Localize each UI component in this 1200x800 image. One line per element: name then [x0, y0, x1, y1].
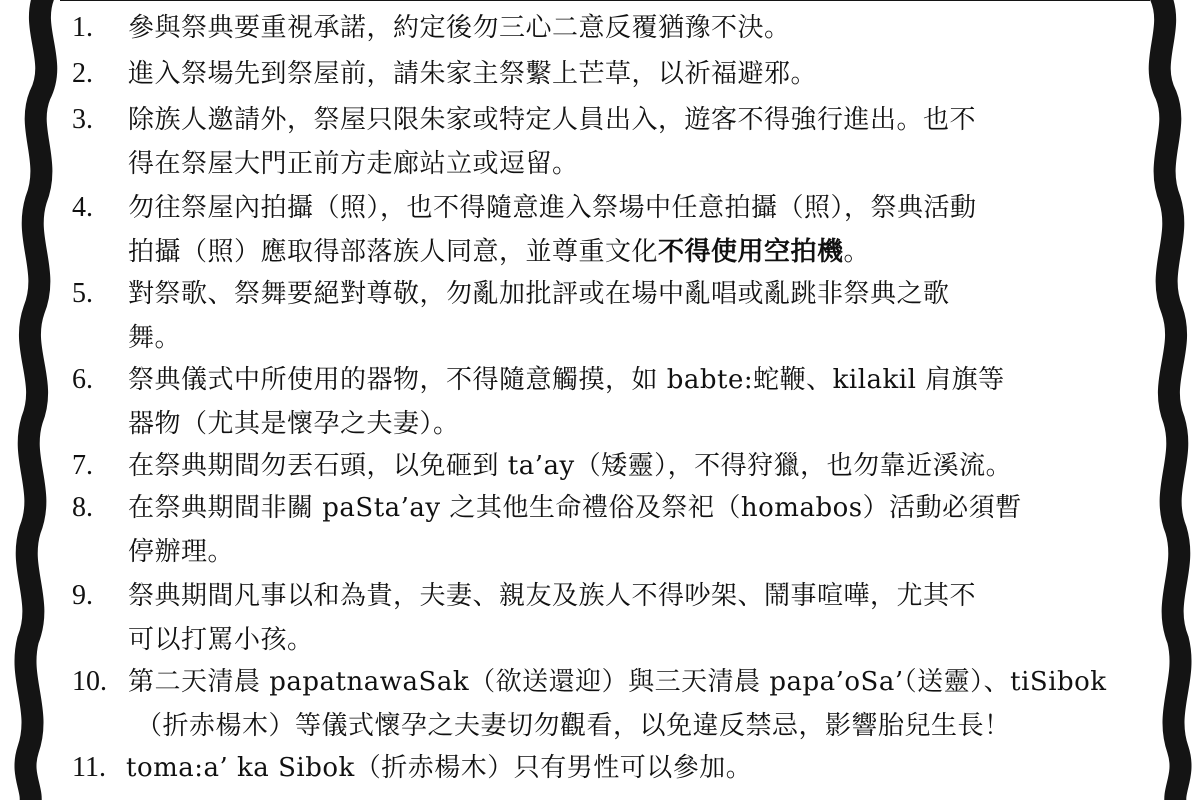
- rule-text: 在祭典期間勿丟石頭，以免砸到 ta’ay（矮靈），不得狩獵，也勿靠近溪流。: [128, 451, 1013, 481]
- rule-text-continued: 舞。: [128, 323, 182, 353]
- rule-text: 祭典期間凡事以和為貴，夫妻、親友及族人不得吵架、鬧事喧嘩，尤其不: [128, 581, 977, 611]
- rule-text: 祭典儀式中所使用的器物，不得隨意觸摸，如 babte:蛇鞭、kilakil 肩旗等: [128, 365, 1005, 395]
- rule-text-continued: 停辦理。: [128, 537, 235, 567]
- rule-text-continued: （折赤楊木）等儀式懷孕之夫妻切勿觀看，以免違反禁忌，影響胎兒生長！: [136, 711, 1011, 741]
- rule-text-continued: 得在祭屋大門正前方走廊站立或逗留。: [128, 149, 579, 179]
- rule-number: 7.: [72, 450, 93, 481]
- rule-number: 10.: [72, 666, 107, 697]
- rule-text: toma:a’ ka Sibok（折赤楊木）只有男性可以參加。: [126, 753, 753, 783]
- rule-number: 9.: [72, 580, 93, 611]
- rule-text: 第二天清晨 papatnawaSak（欲送還迎）與三天清晨 papa’oSa’（送靈）、tiSibok: [128, 667, 1107, 697]
- rule-text-normal: 拍攝（照）應取得部落族人同意，並尊重文化: [128, 237, 659, 267]
- rule-number: 4.: [72, 192, 93, 223]
- rule-number: 6.: [72, 364, 93, 395]
- rule-text: 對祭歌、祭舞要絕對尊敬，勿亂加批評或在場中亂唱或亂跳非祭典之歌: [128, 279, 950, 309]
- rule-text: 在祭典期間非關 paSta’ay 之其他生命禮俗及祭祀（homabos）活動必須暫: [128, 493, 1022, 523]
- rule-number: 11.: [72, 752, 106, 783]
- rule-text: 除族人邀請外，祭屋只限朱家或特定人員出入，遊客不得強行進出。也不: [128, 105, 977, 135]
- rule-text-continued: [128, 230, 870, 274]
- rule-number: 2.: [72, 58, 93, 89]
- rule-text: 勿往祭屋內拍攝（照），也不得隨意進入祭場中任意拍攝（照），祭典活動: [128, 193, 977, 223]
- rule-text-continued: 可以打罵小孩。: [128, 625, 314, 655]
- rule-number: 5.: [72, 278, 93, 309]
- rule-number: 1.: [72, 12, 93, 43]
- rule-text: 參與祭典要重視承諾，約定後勿三心二意反覆猶豫不決。: [128, 13, 791, 43]
- rule-text-continued: 器物（尤其是懷孕之夫妻）。: [128, 409, 460, 439]
- rule-text: 進入祭場先到祭屋前，請朱家主祭繫上芒草，以祈福避邪。: [128, 59, 818, 89]
- rule-number: 8.: [72, 492, 93, 523]
- rule-text-emphasis: 不得使用空拍機: [658, 237, 844, 267]
- rule-text-end: 。: [843, 237, 871, 267]
- rule-number: 3.: [72, 104, 93, 135]
